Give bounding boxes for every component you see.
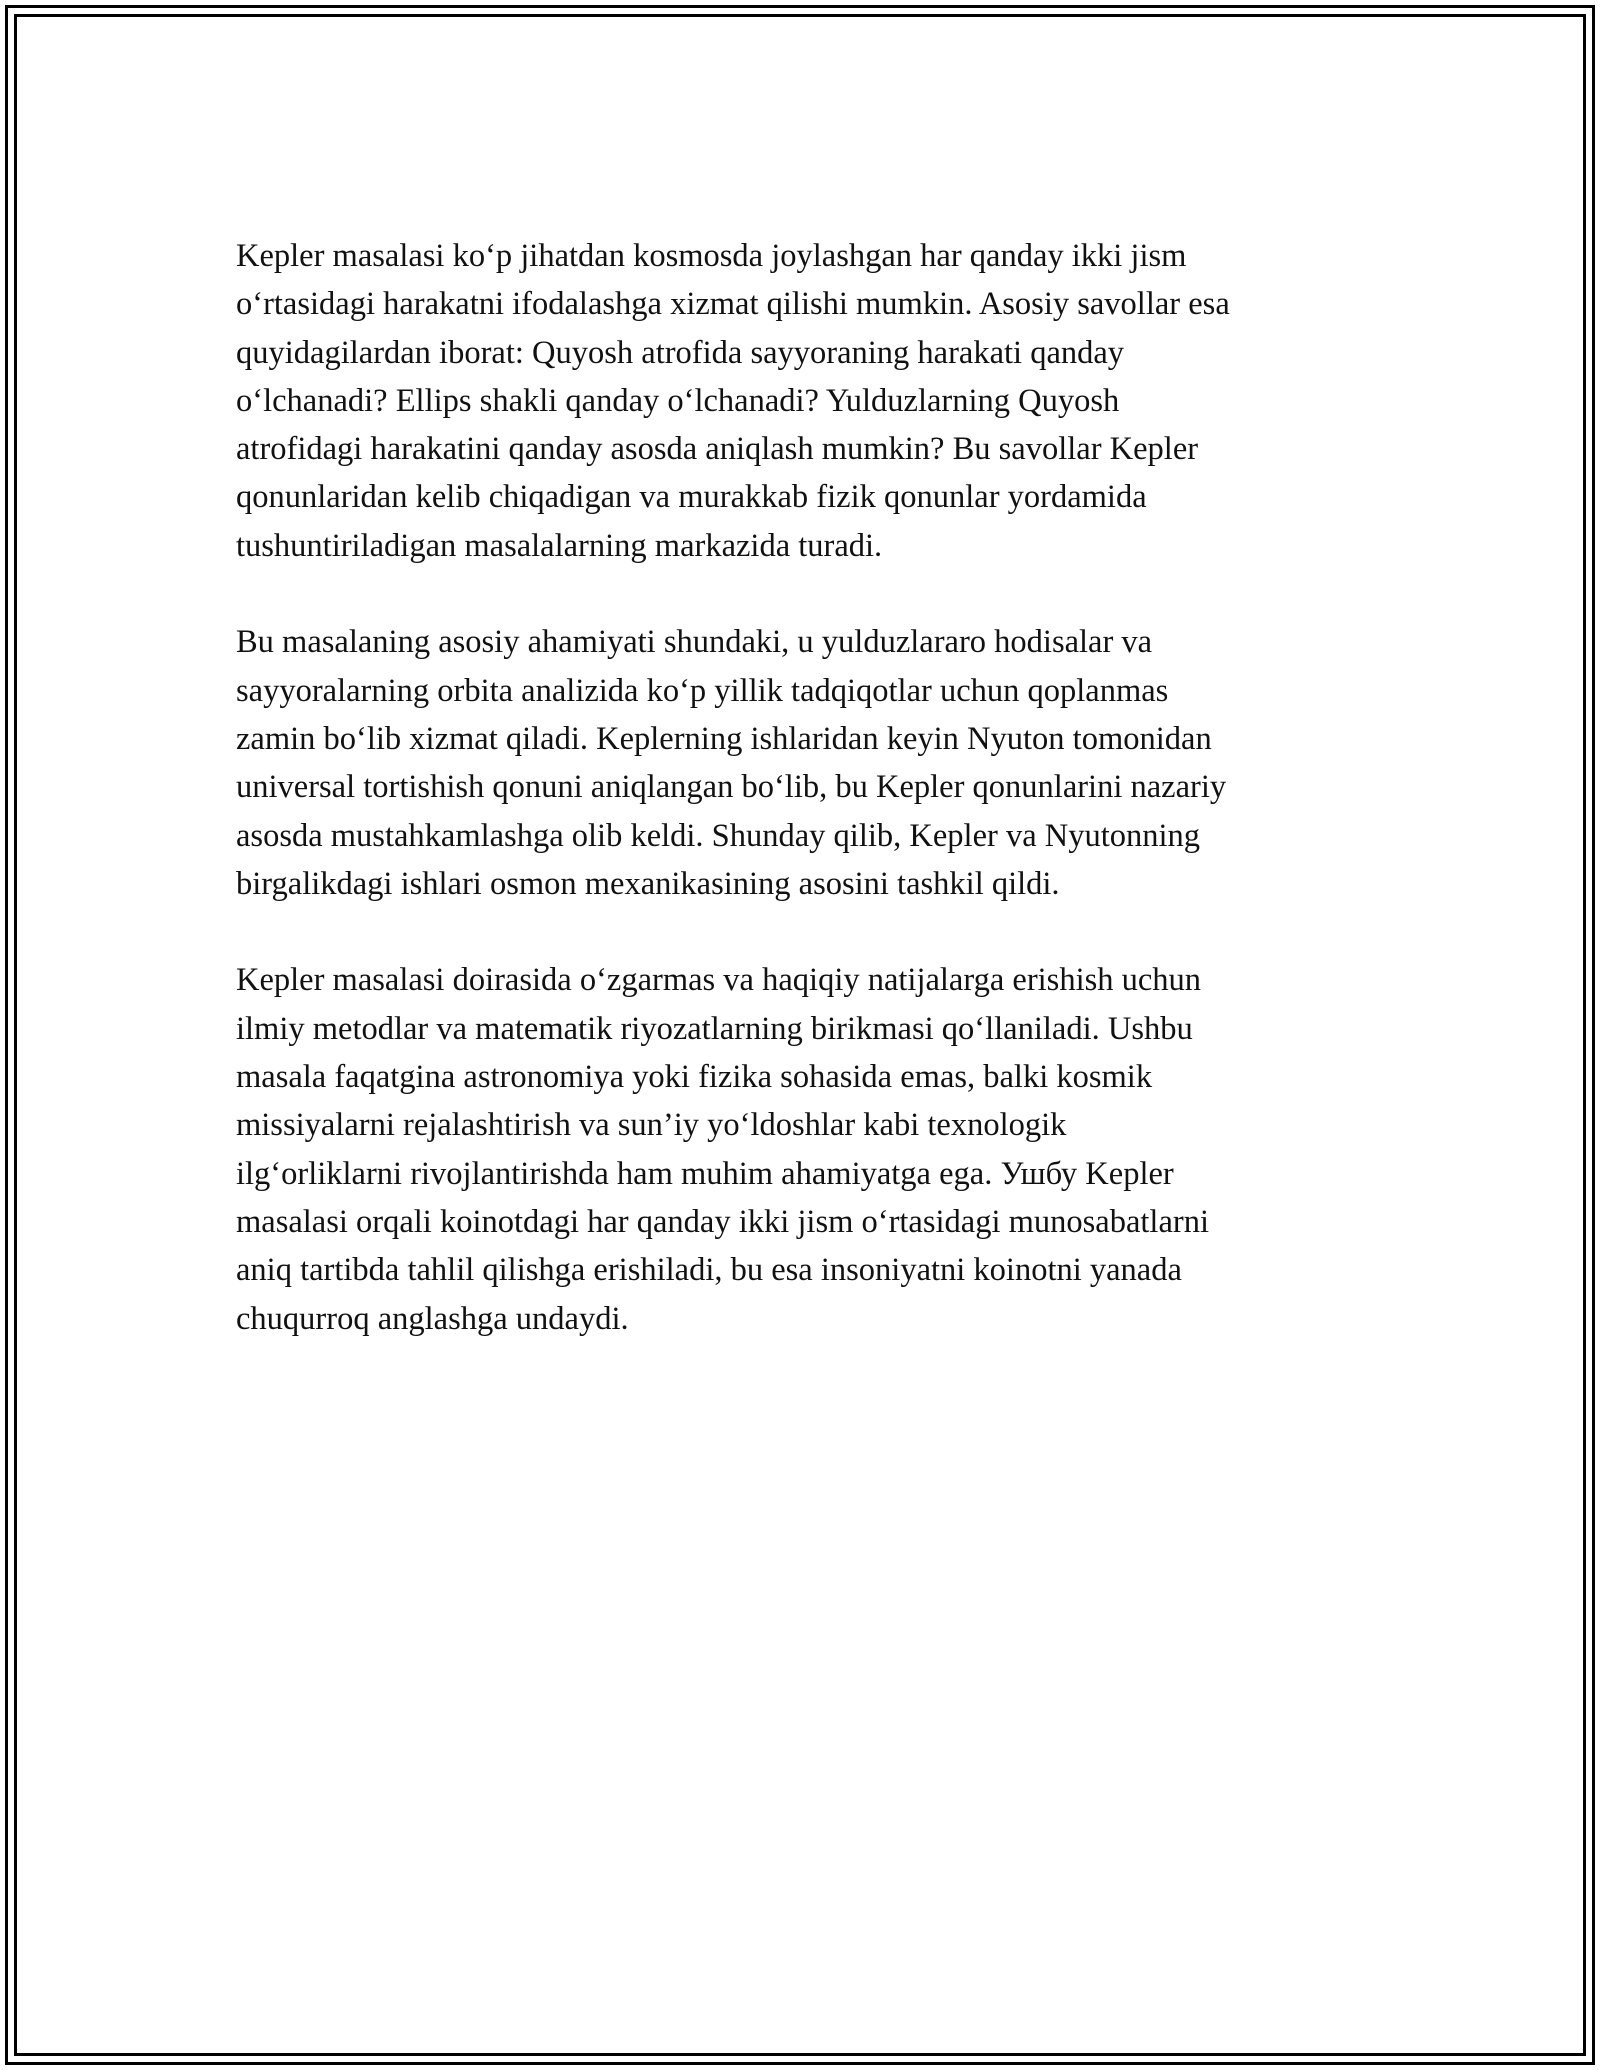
paragraph-3: Kepler masalasi doirasida o‘zgarmas va haqiqiy natijalarga erishish uchun ilmiy metodlar va matematik riyozatlarning birikmasi qo‘llaniladi. Ushbu masala faqatgina astronomiya yoki fizika sohasida emas, balki kosmik missiyalarni rejalashtirish va sun’iy yo‘ldoshlar kabi texnologik ilg‘orliklarni rivojlantirishda ham muhim ahamiyatga ega. Ушбу Kepler masalasi orqali koinotdagi har qanday ikki jism o‘rtasidagi munosabatlarni aniq tartibda tahlil qilishga erishiladi, bu esa insoniyatni koinotni yanada chuqurroq anglashga undaydi. <box>236 962 1209 1337</box>
paragraph-2: Bu masalaning asosiy ahamiyati shundaki, u yulduzlararo hodisalar va sayyoralarning orbita analizida ko‘p yillik tadqiqotlar uchun qoplanmas zamin bo‘lib xizmat qiladi. Keplerning ishlaridan keyin Nyuton tomonidan universal tortishish qonuni aniqlangan bo‘lib, bu Kepler qonunlarini nazariy asosda mustahkamlashga olib keldi. Shunday qilib, Kepler va Nyutonning birgalikdagi ishlari osmon mexanikasining asosini tashkil qildi. <box>236 624 1227 902</box>
paragraph-1: Kepler masalasi ko‘p jihatdan kosmosda joylashgan har qanday ikki jism o‘rtasidagi harakatni ifodalashga xizmat qilishi mumkin. Asosiy savollar esa quyidagilardan iborat: Quyosh atrofida sayyoraning harakati qanday o‘lchanadi? Ellips shakli qanday o‘lchanadi? Yulduzlarning Quyosh atrofidagi harakatini qanday asosda aniqlash mumkin? Bu savollar Kepler qonunlaridan kelib chiqadigan va murakkab fizik qonunlar yordamida tushuntiriladigan masalalarning markazida turadi. <box>236 238 1230 564</box>
document-body <box>236 232 1364 1391</box>
